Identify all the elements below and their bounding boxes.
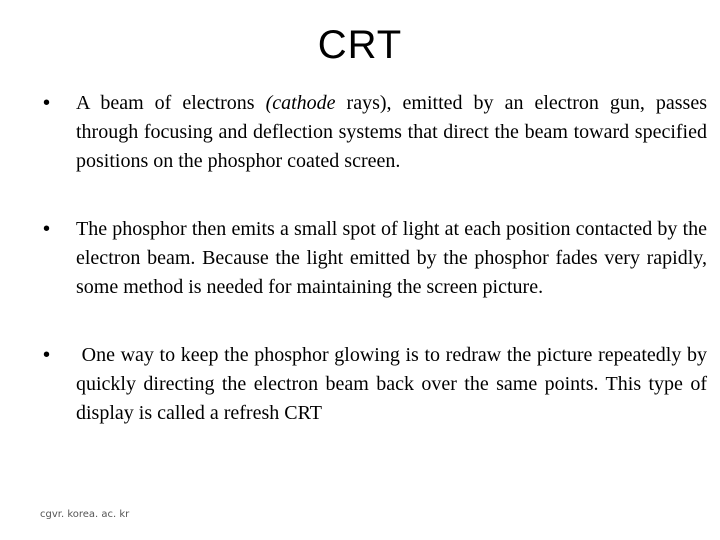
bullet-item-1	[43, 89, 707, 176]
bullet-list	[43, 89, 712, 428]
bullet-text-2: The phosphor then emits a small spot of light at each position contacted by the electron beam. Because the light emitted by the phosphor fades very rapidly, some method is needed for maintaining the screen picture.	[76, 218, 707, 298]
bullet-item-2	[43, 215, 707, 302]
footer-source: cgvr. korea. ac. kr	[40, 509, 130, 520]
bullet-text-3: One way to keep the phosphor glowing is to redraw the picture repeatedly by quickly directing the electron beam back over the same points. This type of display is called a refresh CRT	[76, 344, 712, 424]
bullet-text-1-end: rays), emitted by an electron gun, passes through focusing and deflection systems that direct the beam toward specified positions on the phosphor coated screen.	[76, 92, 707, 172]
bullet-text-1-italic: (cathode	[265, 92, 336, 114]
bullet-text-1	[76, 89, 707, 176]
bullet-icon: •	[43, 92, 51, 114]
bullet-icon: •	[43, 344, 51, 366]
slide-title: CRT	[317, 23, 403, 67]
bullet-text-1-start: A beam of electrons	[76, 92, 266, 114]
bullet-item-3	[43, 341, 712, 428]
bullet-icon: •	[43, 218, 51, 240]
